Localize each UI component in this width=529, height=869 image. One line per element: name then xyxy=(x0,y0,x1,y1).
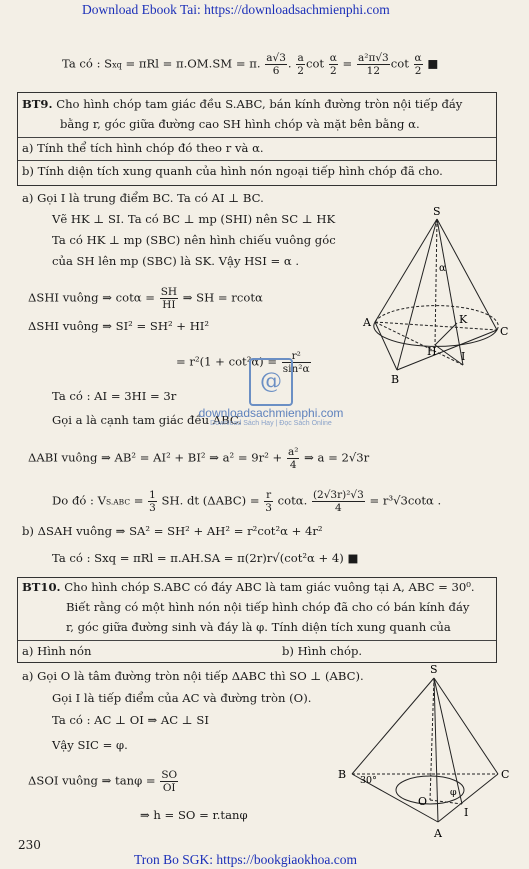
bt10-text-3: r, góc giữa đường sinh và đáy là φ. Tính diện tích xung quanh của xyxy=(66,620,451,634)
bt9-question-a: a) Tính thể tích hình chóp đó theo r và α. xyxy=(22,141,264,155)
sol9-line-10: ΔABI vuông ⇒ AB² = AI² + BI² ⇒ a² = 9r² + $\frac{\text{a²}}{4}$ ⇒ a = 2√3r xyxy=(28,446,370,471)
book-icon: @ xyxy=(249,358,293,406)
figure-bt10 xyxy=(330,662,515,840)
sol9-line-7: = r²(1 + cot²α) = $\frac{\text{r²}}{\text{sin²α}}$ xyxy=(176,350,310,375)
sol9-line-2: Vẽ HK ⊥ SI. Ta có BC ⊥ mp (SHI) nên SC ⊥ HK xyxy=(52,212,336,226)
bt9-text-1: BT9. Cho hình chóp tam giác đều S.ABC, bán kính đường tròn nội tiếp đáy xyxy=(22,97,463,111)
top-banner-link[interactable]: Download Ebook Tai: https://downloadsachmienphi.com xyxy=(82,2,390,17)
page-number: 230 xyxy=(18,838,41,852)
fig2-label-i: I xyxy=(464,806,469,819)
sol10-line-4: Vậy SIC = φ. xyxy=(52,738,128,752)
fig1-label-i: I xyxy=(461,350,466,363)
sol10-line-6: ⇒ h = SO = r.tanφ xyxy=(140,808,248,822)
bt10-question-b: b) Hình chóp. xyxy=(282,644,363,658)
sol9-line-1: a) Gọi I là trung điểm BC. Ta có AI ⊥ BC. xyxy=(22,191,264,205)
sol10-line-1: a) Gọi O là tâm đường tròn nội tiếp ΔABC thì SO ⊥ (ABC). xyxy=(22,669,364,683)
bt10-question-a: a) Hình nón xyxy=(22,644,92,658)
sol9-line-8: Ta có : AI = 3HI = 3r xyxy=(52,389,177,403)
fig2-label-b: B xyxy=(338,768,347,781)
sol9-line-12: b) ΔSAH vuông ⇒ SA² = SH² + AH² = r²cot²α + 4r² xyxy=(22,524,323,538)
sol9-line-3: Ta có HK ⊥ mp (SBC) nên hình chiếu vuông góc xyxy=(52,233,336,247)
bottom-banner-link[interactable]: Tron Bo SGK: https://bookgiaokhoa.com xyxy=(134,852,358,867)
figure-bt9 xyxy=(355,205,515,390)
fig2-label-phi: φ xyxy=(450,787,457,798)
fig1-label-b: B xyxy=(391,373,400,386)
top-formula: Ta có : Sxq = πRl = π.OM.SM = π. $\frac{a√3}{6}$ . $\frac{a}{2}$ cot $\frac{\alpha}{2}$ = $\frac{\text{a²π√3}}{12}$ cot $\frac{\alpha}{2}$ ■ xyxy=(62,52,439,77)
bt10-text-1: BT10. Cho hình chóp S.ABC có đáy ABC là tam giác vuông tại A, ABC = 30⁰. xyxy=(22,580,475,594)
bt9-text-2: bằng r, góc giữa đường cao SH hình chóp và mặt bên bằng α. xyxy=(60,117,420,131)
fig2-label-o: O xyxy=(418,795,428,808)
sol9-line-9: Gọi a là cạnh tam giác đều ABC. xyxy=(52,413,242,427)
sol10-line-5: ΔSOI vuông ⇒ tanφ = $\frac{SO}{OI}$ xyxy=(28,769,178,794)
sol9-line-11: Do đó : VS.ABC = $\frac{1}{3}$ SH. dt (ΔABC) = $\frac{r}{3}$ cotα. $\frac{\text{(2√3r)²√3}}{4}$ = r³√3cotα . xyxy=(52,489,442,514)
sol9-line-4: của SH lên mp (SBC) là SK. Vậy HSI = α . xyxy=(52,254,300,268)
sol10-line-2: Gọi I là tiếp điểm của AC và đường tròn (O). xyxy=(52,691,312,705)
fig1-label-k: K xyxy=(459,313,468,326)
fig2-label-angle: 30° xyxy=(360,775,377,786)
sol9-line-6: ΔSHI vuông ⇒ SI² = SH² + HI² xyxy=(28,319,210,333)
fig1-label-a: A xyxy=(363,316,371,329)
fig2-label-a: A xyxy=(434,827,442,840)
fig1-label-h: H xyxy=(427,345,437,358)
watermark: @ downloadsachmienphi.com Download Sách Hay | Đọc Sách Online xyxy=(196,358,346,427)
sol9-line-13: Ta có : Sxq = πRl = π.AH.SA = π(2r)r√(cot²α + 4) ■ xyxy=(52,551,359,565)
sol9-line-5: ΔSHI vuông ⇒ cotα = $\frac{SH}{HI}$ ⇒ SH = rcotα xyxy=(28,286,263,311)
fig1-label-alpha: α xyxy=(439,263,446,274)
sol10-line-3: Ta có : AC ⊥ OI ⇒ AC ⊥ SI xyxy=(52,713,209,727)
bt9-question-b: b) Tính diện tích xung quanh của hình nón ngoại tiếp hình chóp đã cho. xyxy=(22,164,443,178)
fig2-label-c: C xyxy=(501,768,510,781)
fig2-label-s: S xyxy=(430,663,438,676)
fig1-label-c: C xyxy=(500,325,509,338)
bt10-text-2: Biết rằng có một hình nón nội tiếp hình chóp đã cho có bán kính đáy xyxy=(66,600,470,614)
fig1-label-s: S xyxy=(433,205,441,218)
